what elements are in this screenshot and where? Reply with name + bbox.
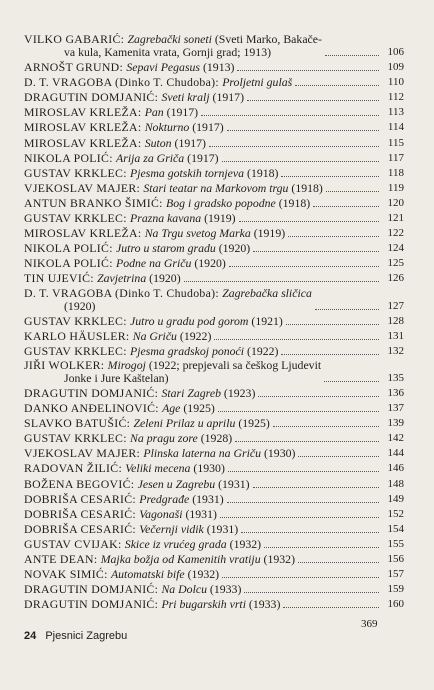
- toc-entry: [24, 60, 404, 74]
- entry-title: [24, 537, 261, 551]
- entry-detail: (1932): [226, 536, 262, 551]
- entry-author: DRAGUTIN DOMJANIĆ:: [24, 582, 162, 597]
- entry-detail: (1919): [201, 211, 236, 226]
- entry-title: [24, 90, 244, 104]
- entry-detail: (1931): [189, 491, 224, 506]
- leader-dots: [253, 251, 379, 252]
- entry-detail: (1922): [244, 343, 279, 358]
- entry-work: Plinska laterna na Griču: [143, 446, 262, 461]
- entry-page-number: 135: [387, 371, 404, 384]
- toc-entry: [24, 597, 404, 611]
- entry-page-number: 120: [387, 196, 404, 209]
- leader-dots: [222, 577, 379, 578]
- entry-page-number: 113: [387, 106, 404, 119]
- leader-dots: [264, 547, 379, 548]
- entry-author: MIROSLAV KRLEŽA:: [24, 135, 145, 150]
- entry-title: [24, 492, 224, 506]
- entry-page-number: 110: [387, 76, 404, 89]
- toc-entry: [24, 33, 404, 59]
- leader-dots: [237, 70, 379, 71]
- entry-work: Zagrebačka sličica: [222, 286, 312, 300]
- entry-page-number: 124: [387, 242, 404, 255]
- entry-page-number: 159: [387, 583, 404, 596]
- entry-page-number: 160: [387, 598, 404, 611]
- entry-page-number: 127: [387, 299, 404, 312]
- entry-detail: (1933): [245, 597, 281, 612]
- entry-title: [24, 166, 278, 180]
- leader-dots: [295, 85, 379, 86]
- entry-author: BOŽENA BEGOVIĆ:: [24, 476, 138, 491]
- table-of-contents: [24, 33, 404, 612]
- toc-entry: [24, 211, 404, 225]
- toc-entry: [24, 567, 404, 581]
- entry-author: NIKOLA POLIĆ:: [24, 256, 117, 271]
- toc-entry: [24, 522, 404, 536]
- entry-title: [24, 136, 206, 150]
- toc-entry: [24, 151, 404, 165]
- leader-dots: [222, 161, 379, 162]
- entry-detail: (1932): [260, 552, 296, 566]
- entry-title: [24, 181, 323, 195]
- entry-page-number: 157: [387, 568, 404, 581]
- leader-dots: [298, 456, 379, 457]
- entry-work: Zavjetrina: [97, 271, 147, 286]
- leader-dots: [273, 426, 379, 427]
- leader-dots: [325, 55, 379, 56]
- toc-entry: [24, 537, 404, 551]
- entry-page-number: 148: [387, 477, 404, 490]
- entry-detail: (1931): [182, 506, 217, 521]
- entry-author: RADOVAN ŽILIĆ:: [24, 461, 126, 476]
- entry-title: [24, 567, 219, 581]
- toc-entry: [24, 256, 404, 270]
- leader-dots: [326, 191, 379, 192]
- entry-title: [24, 552, 295, 566]
- entry-title: [24, 461, 225, 475]
- entry-author: MIROSLAV KRLEŽA:: [24, 226, 145, 241]
- entry-work: Sepavi Pegasus: [126, 60, 201, 75]
- entry-detail: (1928): [197, 431, 233, 446]
- entry-title: [24, 196, 310, 210]
- entry-title: [24, 75, 292, 89]
- toc-entry: [24, 105, 404, 119]
- entry-author: DOBRIŠA CESARIĆ:: [24, 506, 140, 521]
- page-side-number: 369: [361, 618, 378, 630]
- entry-page-number: 132: [387, 344, 404, 357]
- toc-entry: [24, 136, 404, 150]
- entry-work: Jutro u starom gradu: [116, 241, 216, 256]
- entry-page-number: 109: [387, 61, 404, 74]
- entry-page-number: 137: [387, 402, 404, 415]
- toc-entry: [24, 329, 404, 343]
- entry-work: Arija za Griča: [116, 150, 185, 165]
- leader-dots: [253, 487, 379, 488]
- entry-title: [24, 60, 234, 74]
- leader-dots: [258, 396, 379, 397]
- leader-dots: [220, 517, 379, 518]
- toc-entry: [24, 492, 404, 506]
- entry-work: Proljetni gulaš: [222, 75, 293, 90]
- entry-page-number: 114: [387, 121, 404, 134]
- entry-detail: (1920): [146, 271, 181, 286]
- toc-entry: [24, 477, 404, 491]
- running-footer: [24, 630, 127, 642]
- leader-dots: [315, 309, 379, 310]
- entry-page-number: 142: [387, 432, 404, 445]
- toc-entry: [24, 196, 404, 210]
- entry-title: [24, 271, 181, 285]
- entry-work: Sveti kralj: [161, 90, 210, 105]
- entry-title: [24, 256, 226, 270]
- toc-entry: [24, 181, 404, 195]
- entry-page-number: 118: [387, 166, 404, 179]
- entry-work: Age: [162, 401, 181, 416]
- entry-page-number: 115: [387, 136, 404, 149]
- entry-author: ANTUN BRANKO ŠIMIĆ:: [24, 195, 166, 210]
- entry-work: Mirogoj: [107, 358, 146, 372]
- leader-dots: [218, 411, 379, 412]
- entry-detail: (1918): [288, 180, 323, 195]
- leader-dots: [241, 532, 379, 533]
- toc-entry: [24, 401, 404, 415]
- leader-dots: [288, 236, 379, 237]
- leader-dots: [209, 146, 379, 147]
- entry-work: Jutro u gradu pod gorom: [130, 313, 249, 328]
- toc-entry: [24, 416, 404, 430]
- entry-continuation: (1920): [64, 298, 96, 313]
- toc-entry: [24, 386, 404, 400]
- toc-entry: [24, 344, 404, 358]
- entry-work: Prazna kavana: [130, 211, 202, 226]
- leader-dots: [184, 281, 379, 282]
- entry-page-number: 136: [387, 386, 404, 399]
- entry-page-number: 125: [387, 257, 404, 270]
- entry-work: Pan: [144, 105, 164, 120]
- entry-page-number: 146: [387, 462, 404, 475]
- toc-entry: [24, 582, 404, 596]
- entry-author: SLAVKO BATUŠIĆ:: [24, 416, 134, 431]
- entry-author: ANTE DEAN:: [24, 552, 101, 566]
- entry-title: [24, 401, 215, 415]
- leader-dots: [286, 324, 379, 325]
- leader-dots: [324, 381, 379, 382]
- entry-title: [24, 344, 278, 358]
- entry-work: Pjesma gradskoj ponoći: [130, 343, 245, 358]
- entry-detail: (1918): [275, 195, 311, 210]
- toc-entry: [24, 431, 404, 445]
- entry-detail: (1930): [261, 446, 296, 461]
- entry-detail: (1922; prepjevali sa češkog Ljudevit: [145, 358, 322, 372]
- entry-page-number: 119: [387, 181, 404, 194]
- entry-title: [24, 597, 280, 611]
- entry-title: [24, 33, 322, 59]
- entry-title: [24, 582, 241, 596]
- toc-entry: [24, 359, 404, 385]
- entry-title: [24, 386, 255, 400]
- entry-detail: (1922): [176, 328, 212, 343]
- leader-dots: [239, 221, 379, 222]
- toc-entry: [24, 287, 404, 313]
- leader-dots: [227, 130, 379, 131]
- leader-dots: [227, 502, 379, 503]
- entry-detail: (1931): [203, 521, 239, 536]
- entry-continuation: va kula, Kamenita vrata, Gornji grad; 1913): [64, 45, 272, 59]
- entry-work: Večernji vidik: [139, 521, 204, 536]
- entry-title: [24, 446, 295, 460]
- entry-work: Skice iz vrućeg grada: [124, 536, 227, 551]
- running-title: Pjesnici Zagrebu: [45, 630, 128, 642]
- entry-title: [24, 241, 250, 255]
- entry-author: D. T. VRAGOBA (Dinko T. Chudoba):: [24, 286, 223, 300]
- entry-work: Bog i gradsko popodne: [166, 195, 276, 210]
- entry-work: Vagonaši: [139, 506, 183, 521]
- toc-entry: [24, 552, 404, 566]
- entry-page-number: 122: [387, 227, 404, 240]
- entry-work: Pri bugarskih vrti: [161, 597, 246, 612]
- leader-dots: [281, 176, 379, 177]
- entry-detail: (1917): [171, 135, 206, 150]
- entry-title: [24, 416, 270, 430]
- entry-page-number: 144: [387, 447, 404, 460]
- leader-dots: [281, 354, 379, 355]
- toc-entry: [24, 507, 404, 521]
- entry-title: [24, 226, 285, 240]
- entry-author: MIROSLAV KRLEŽA:: [24, 105, 145, 120]
- entry-detail: (1925): [235, 416, 270, 431]
- entry-page-number: 149: [387, 492, 404, 505]
- toc-entry: [24, 314, 404, 328]
- entry-work: Jesen u Zagrebu: [137, 476, 216, 491]
- entry-title: [24, 105, 198, 119]
- entry-detail: (1920): [191, 256, 226, 271]
- toc-entry: [24, 166, 404, 180]
- entry-work: Automatski bife: [110, 567, 185, 582]
- toc-entry: [24, 75, 404, 89]
- entry-work: Stari Zagreb: [161, 385, 221, 400]
- entry-work: Zagrebački soneti: [127, 33, 212, 46]
- entry-author: DRAGUTIN DOMJANIĆ:: [24, 90, 162, 105]
- leader-dots: [229, 266, 379, 267]
- entry-title: [24, 314, 283, 328]
- entry-page-number: 154: [387, 522, 404, 535]
- entry-detail: (1913): [200, 60, 235, 75]
- leader-dots: [214, 339, 379, 340]
- entry-page-number: 117: [387, 151, 404, 164]
- entry-detail: (1917): [209, 90, 244, 105]
- entry-author: DANKO ANĐELINOVIĆ:: [24, 401, 163, 416]
- entry-title: [24, 329, 211, 343]
- entry-author: GUSTAV CVIJAK:: [24, 536, 125, 551]
- entry-page-number: 139: [387, 417, 404, 430]
- entry-title: [24, 359, 321, 385]
- leader-dots: [283, 607, 379, 608]
- entry-page-number: 121: [387, 212, 404, 225]
- toc-entry: [24, 90, 404, 104]
- leader-dots: [313, 206, 379, 207]
- entry-author: GUSTAV KRKLEC:: [24, 343, 131, 358]
- entry-author: GUSTAV KRKLEC:: [24, 431, 131, 446]
- entry-title: [24, 151, 219, 165]
- entry-author: NIKOLA POLIĆ:: [24, 150, 117, 165]
- entry-page-number: 106: [387, 46, 404, 58]
- leader-dots: [228, 471, 379, 472]
- entry-work: Zeleni Prilaz u aprilu: [133, 416, 236, 431]
- entry-page-number: 155: [387, 537, 404, 550]
- entry-detail: (1930): [190, 461, 225, 476]
- entry-page-number: 128: [387, 314, 404, 327]
- toc-entry: [24, 446, 404, 460]
- entry-author: VJEKOSLAV MAJER:: [24, 446, 144, 461]
- entry-author: GUSTAV KRKLEC:: [24, 211, 131, 226]
- entry-detail: (Sveti Marko, Bakače-: [211, 33, 322, 46]
- entry-author: DRAGUTIN DOMJANIĆ:: [24, 597, 162, 612]
- entry-detail: (1917): [189, 120, 224, 135]
- entry-title: [24, 522, 238, 536]
- entry-work: Suton: [144, 135, 172, 150]
- entry-author: KARLO HÄUSLER:: [24, 328, 133, 343]
- entry-title: [24, 120, 224, 134]
- toc-entry: [24, 120, 404, 134]
- entry-author: GUSTAV KRKLEC:: [24, 165, 131, 180]
- entry-work: Predgrađe: [139, 491, 190, 506]
- entry-author: DOBRIŠA CESARIĆ:: [24, 521, 140, 536]
- entry-title: [24, 477, 250, 491]
- entry-work: Podne na Griču: [116, 256, 192, 271]
- leader-dots: [235, 441, 379, 442]
- entry-detail: (1931): [215, 476, 250, 491]
- leader-dots: [298, 562, 379, 563]
- entry-detail: (1921): [248, 313, 283, 328]
- entry-work: Veliki mecena: [125, 461, 191, 476]
- entry-detail: (1932): [184, 567, 220, 582]
- entry-author: TIN UJEVIĆ:: [24, 271, 98, 286]
- entry-title: [24, 507, 217, 521]
- entry-detail: (1923): [220, 385, 256, 400]
- entry-detail: (1933): [206, 582, 242, 597]
- entry-author: VJEKOSLAV MAJER:: [24, 180, 144, 195]
- entry-title: [24, 431, 232, 445]
- leader-dots: [244, 592, 379, 593]
- entry-author: D. T. VRAGOBA (Dinko T. Chudoba):: [24, 75, 223, 90]
- leader-dots: [201, 115, 379, 116]
- entry-author: NIKOLA POLIĆ:: [24, 241, 117, 256]
- toc-entry: [24, 241, 404, 255]
- entry-author: JIŘI WOLKER:: [24, 358, 108, 372]
- entry-author: VILKO GABARIĆ:: [24, 33, 128, 46]
- entry-detail: (1925): [180, 401, 215, 416]
- entry-page-number: 126: [387, 272, 404, 285]
- entry-work: Pjesma gotskih tornjeva: [130, 165, 245, 180]
- entry-author: GUSTAV KRKLEC:: [24, 313, 131, 328]
- entry-work: Na Trgu svetog Marka: [144, 226, 251, 241]
- toc-entry: [24, 226, 404, 240]
- entry-author: ARNOŠT GRUND:: [24, 60, 127, 75]
- entry-title: [24, 211, 236, 225]
- entry-work: Stari teatar na Markovom trgu: [143, 180, 289, 195]
- entry-work: Na pragu zore: [130, 431, 198, 446]
- entry-author: DOBRIŠA CESARIĆ:: [24, 491, 140, 506]
- entry-detail: (1918): [244, 165, 279, 180]
- entry-detail: (1920): [215, 241, 251, 256]
- entry-detail: (1917): [184, 150, 219, 165]
- entry-work: Na Griču: [132, 328, 177, 343]
- toc-entry: [24, 271, 404, 285]
- entry-detail: (1919): [250, 226, 286, 241]
- entry-page-number: 131: [387, 329, 404, 342]
- entry-work: Majka božja od Kamenitih vratiju: [100, 552, 261, 566]
- entry-page-number: 152: [387, 507, 404, 520]
- leader-dots: [247, 100, 379, 101]
- entry-author: MIROSLAV KRLEŽA:: [24, 120, 145, 135]
- toc-entry: [24, 461, 404, 475]
- entry-page-number: 112: [387, 91, 404, 104]
- entry-detail: (1917): [163, 105, 199, 120]
- page-number: 24: [24, 630, 37, 642]
- entry-work: Na Dolcu: [161, 582, 207, 597]
- entry-work: Nokturno: [144, 120, 190, 135]
- entry-title: [24, 287, 312, 313]
- entry-author: NOVAK SIMIĆ:: [24, 567, 111, 582]
- entry-continuation: Jonke i Jure Kaštelan): [64, 370, 169, 385]
- entry-page-number: 156: [387, 553, 404, 565]
- entry-author: DRAGUTIN DOMJANIĆ:: [24, 385, 162, 400]
